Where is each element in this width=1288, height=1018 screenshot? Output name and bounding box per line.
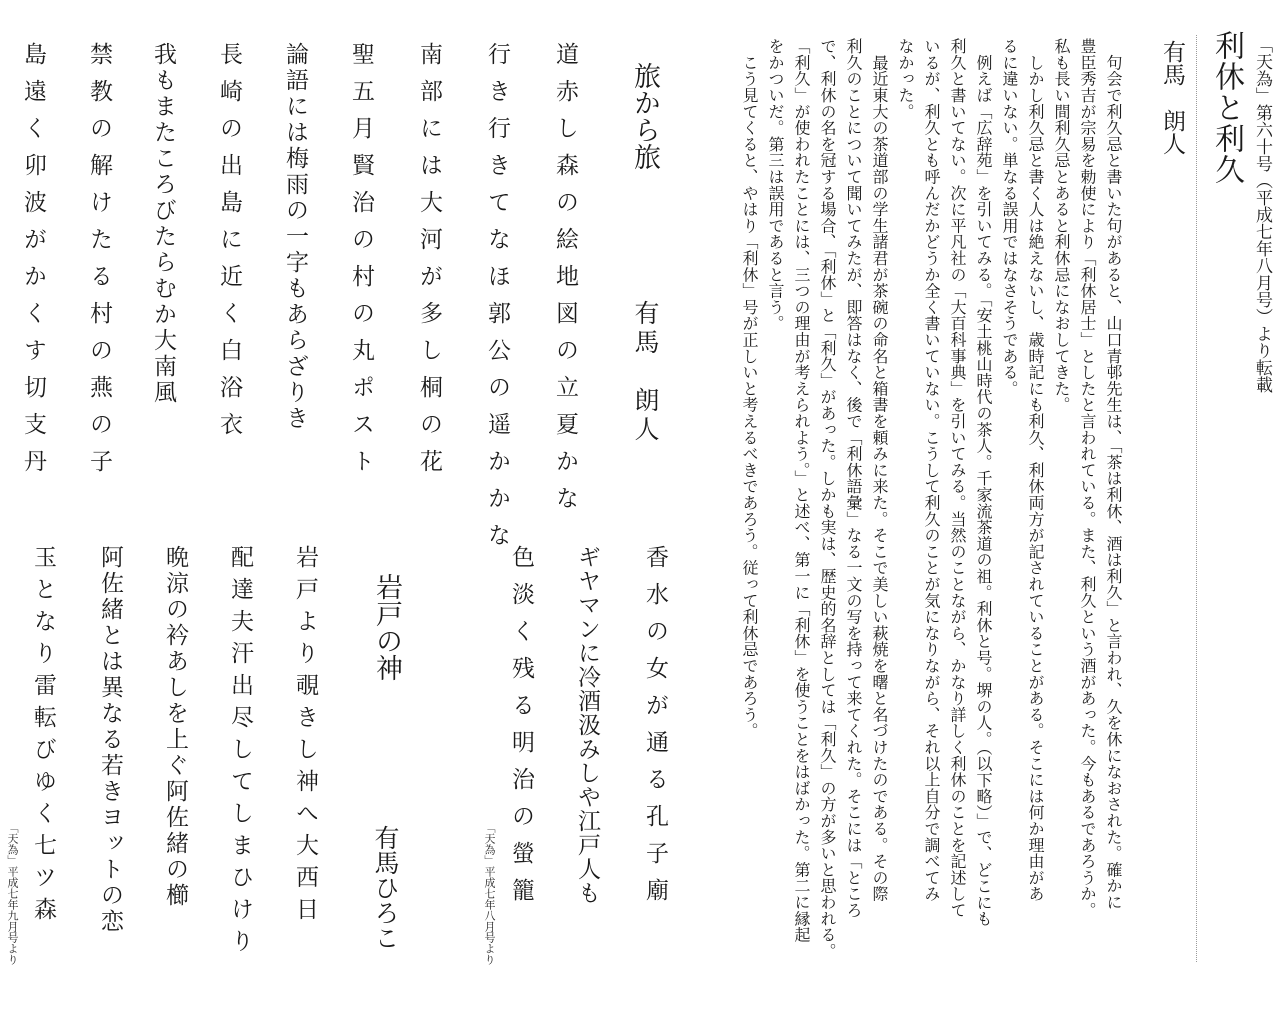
essay-column: 句会で利久忌と書いた句があると、山口青邨先生は、「茶は利休、酒は利久」と言われ、久を休になおされた。確かに <box>1104 38 1123 911</box>
haiku-line: 香水の女が通る孔子廟 <box>642 545 668 915</box>
poem-author-tabi: 有馬 朗人 <box>631 300 660 445</box>
column-divider <box>1196 35 1197 962</box>
haiku-line: 論語には梅雨の一字もあらざりき <box>282 42 308 432</box>
poem-title-iwato: 岩戸の神 <box>371 573 402 681</box>
haiku-line: 玉となり雷転びゆく七ツ森 <box>30 545 56 929</box>
haiku-line: 行き行きてなほ郭公の遥かかな <box>484 42 510 560</box>
haiku-line: 晩涼の衿あしを上ぐ阿佐緒の櫛 <box>162 545 188 909</box>
haiku-line: 配達夫汗出尽してしまひけり <box>227 545 253 961</box>
essay-column: 豊臣秀吉が宗易を勅使により「利休居士」としたと言われている。また、利久という酒があった。今もあるであろうか。 <box>1078 38 1097 919</box>
essay-column: をかついだ。第三は誤用であると言う。 <box>766 38 785 332</box>
essay-column: しかし利久忌と書く人は絶えないし、歳時記にも利久、利休両方が記されていることがある。そこには何か理由があ <box>1026 38 1045 902</box>
essay-column: で、利休の名を冠する場合、「利休」と「利久」があった。しかも実は、歴史的名辞としては「利久」の方が多いと思われる。 <box>818 38 837 960</box>
poem-source-note: 「天為」平成七年九月号より <box>6 822 19 965</box>
essay-column: こう見てくると、やはり「利休」号が正しいと考えるべきであろう。従って利休忌であろう。 <box>740 38 759 739</box>
essay-column: 例えば「広辞苑」を引いてみる。「安土桃山時代の茶人。千家流茶道の祖。利休と号。堺の人。（以下略）」で、どこにも <box>974 38 993 927</box>
poem-source-note: 「天為」平成七年八月号より <box>483 822 496 965</box>
haiku-line: 色淡く残る明治の螢籠 <box>508 545 534 915</box>
essay-column: 利久のことについて聞いてみたが、即答はなく、後で「利休語彙」なる一文の写を持って来てくれた。そこには「ところ <box>844 38 863 919</box>
essay-author: 有馬 朗人 <box>1159 40 1185 155</box>
haiku-line: 岩戸より覗きし神へ大西日 <box>292 545 318 929</box>
essay-column: 利久と書いてない。次に平凡社の「大百科事典」を引いてみる。当然のことながら、かなり詳しく利休のことを記述して <box>948 38 967 919</box>
essay-column: 「利久」が使われたことには、三つの理由が考えられよう。」と述べ、第一に「利休」を使うことをはばかった。第二に縁起 <box>792 38 811 943</box>
poem-author-iwato: 有馬ひろこ <box>371 825 400 950</box>
essay-column: いるが、利久とも呼んだかどうか全く書いていない。こうして利久のことが気になりながら、それ以上自分で調べてみ <box>922 38 941 902</box>
essay-column: るに違いない。単なる誤用ではなさそうである。 <box>1000 38 1019 397</box>
essay-column: 最近東大の茶道部の学生諸君が茶碗の命名と箱書を頼みに来た。そこで美しい萩焼を曙と名づけたのである。その際 <box>870 38 889 902</box>
haiku-line: 我もまたころびたらむか大南風 <box>150 42 176 406</box>
haiku-line: 南部には大河が多し桐の花 <box>416 42 442 486</box>
essay-source-note: 「天為」第六十号（平成七年八月号）より転載 <box>1252 36 1272 393</box>
haiku-line: 聖五月賢治の村の丸ポスト <box>348 42 374 486</box>
haiku-line: ギヤマンに冷酒汲みしや江戸人も <box>574 545 600 905</box>
haiku-line: 道赤し森の絵地図の立夏かな <box>552 42 578 523</box>
poem-title-tabi: 旅から旅 <box>629 62 660 170</box>
essay-title: 利休と利久 <box>1209 30 1244 185</box>
haiku-line: 阿佐緒とは異なる若きヨットの恋 <box>97 545 123 935</box>
haiku-line: 禁教の解けたる村の燕の子 <box>86 42 112 486</box>
essay-column: 私も長い間利久忌とあると利休忌になおしてきた。 <box>1052 38 1071 413</box>
haiku-line: 長崎の出島に近く白浴衣 <box>216 42 242 449</box>
haiku-line: 島遠く卯波がかくす切支丹 <box>20 42 46 486</box>
essay-column: なかった。 <box>896 38 915 120</box>
